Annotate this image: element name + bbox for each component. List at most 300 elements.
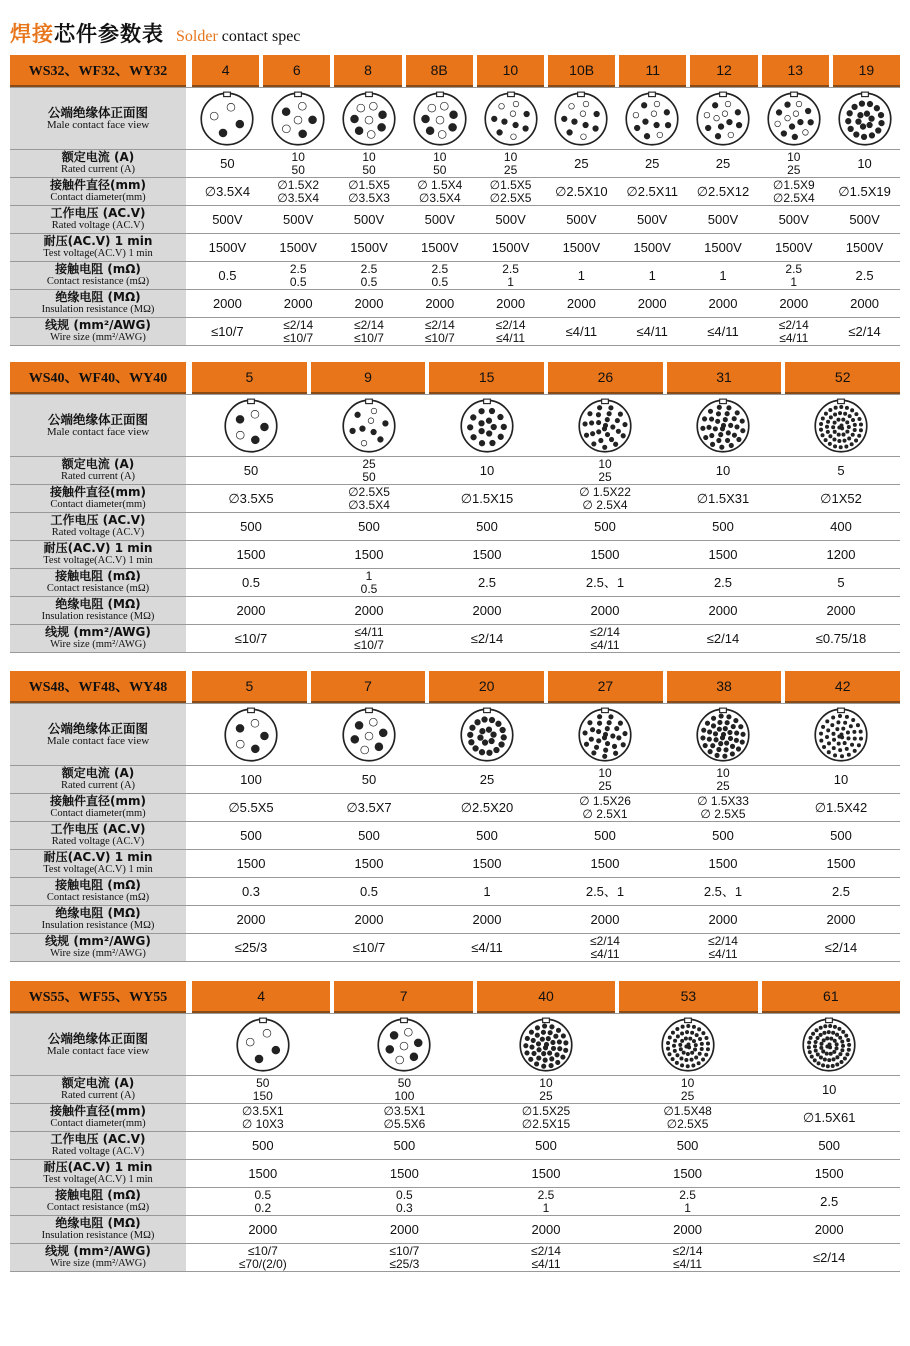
cell-value: 10 (433, 149, 447, 164)
cell-insulation (782, 597, 900, 624)
section-header (10, 362, 900, 394)
row-label (10, 766, 192, 793)
row-label-en: Rated voltage (AC.V) (51, 1146, 145, 1157)
spec-rows (10, 87, 900, 346)
row-label-en: Contact resistance (mΩ) (46, 892, 150, 903)
cell-value: ∅1.5X15 (460, 491, 514, 506)
section-header (10, 981, 900, 1013)
row-cells (192, 1160, 900, 1187)
cell-value: ∅2.5X10 (555, 184, 608, 199)
cell-wire (758, 1244, 900, 1271)
cell-value: 500 (676, 1138, 699, 1153)
row-cells (192, 766, 900, 793)
cell-resistance (546, 569, 664, 596)
row-label (10, 850, 192, 877)
cell-value: 1 (684, 1200, 691, 1215)
cell-current (617, 1076, 759, 1103)
cell-value: 1500 (248, 1166, 278, 1181)
cell-value: ∅ 1.5X22 (579, 484, 631, 499)
cell-wire (546, 934, 664, 961)
row-label-en: Test voltage(AC.V) 1 min (43, 248, 153, 259)
cell-diameter (428, 485, 546, 512)
row-insulation (10, 289, 900, 317)
cell-diameter (192, 178, 263, 205)
cell-current (758, 150, 829, 177)
cell-value: ∅5.5X5 (228, 800, 274, 815)
cell-value: 100 (394, 1088, 415, 1103)
cell-value: ∅ 1.5X33 (697, 793, 749, 808)
cell-value: 25 (574, 156, 589, 171)
row-current (10, 1075, 900, 1103)
cell-wire (758, 318, 829, 345)
cell-value: ≤25/3 (234, 940, 268, 955)
row-cells (192, 234, 900, 261)
cell-voltage (617, 1132, 759, 1159)
row-cells (192, 318, 900, 345)
cell-value: 2000 (826, 912, 856, 927)
cell-value: 500 (240, 828, 262, 843)
cell-test (428, 541, 546, 568)
cell-diameter (475, 1104, 617, 1131)
row-test (10, 540, 900, 568)
cell-value: ∅ 2.5X4 (582, 497, 628, 512)
spec-rows (10, 1013, 900, 1272)
cell-value: ≤0.75/18 (815, 631, 867, 646)
cell-face (475, 1014, 617, 1075)
cell-test (546, 541, 664, 568)
cell-value: 2000 (814, 1222, 844, 1237)
row-label-en: Rated voltage (AC.V) (51, 836, 145, 847)
cell-value: 25 (680, 1088, 695, 1103)
cell-value: 100 (240, 772, 262, 787)
cell-resistance (475, 262, 546, 289)
cell-value: 1500V (279, 240, 317, 255)
cell-value: 1500V (704, 240, 742, 255)
cell-value: 1 (365, 568, 373, 583)
row-cells (192, 485, 900, 512)
cell-value: 10 (598, 456, 612, 471)
cell-wire (310, 934, 428, 961)
pin-count-header: 13 (762, 55, 829, 87)
cell-value: 2000 (425, 296, 455, 311)
cell-test (334, 234, 405, 261)
cell-face (758, 1014, 900, 1075)
cell-value: ∅ 1.5X26 (579, 793, 631, 808)
cell-insulation (546, 906, 664, 933)
row-insulation (10, 596, 900, 624)
cell-value: 0.5 (431, 274, 449, 289)
cell-face (192, 704, 310, 765)
row-label-en: Contact resistance (mΩ) (46, 276, 150, 287)
cell-value: 2000 (708, 296, 738, 311)
row-label-en: Wire size (mm²/AWG) (50, 1258, 146, 1269)
row-diameter (10, 1103, 900, 1131)
cell-value: 500 (830, 828, 852, 843)
cell-voltage (475, 206, 546, 233)
cell-test (404, 234, 475, 261)
row-label (10, 206, 192, 233)
cell-value: 1500 (236, 547, 266, 562)
cell-test (310, 850, 428, 877)
row-diameter (10, 793, 900, 821)
cell-diameter (546, 485, 664, 512)
cell-value: ≤4/11 (707, 324, 739, 339)
cell-value: ∅2.5X11 (626, 184, 678, 199)
connector-face-icon (577, 707, 633, 763)
cell-value: 0.5 (360, 581, 378, 596)
cell-diameter (664, 794, 782, 821)
pin-count-columns (192, 362, 900, 394)
cell-voltage (263, 206, 334, 233)
cell-value: 1500 (814, 1166, 844, 1181)
cell-insulation (475, 1216, 617, 1243)
cell-value: 1500V (633, 240, 671, 255)
cell-value: 2000 (496, 296, 526, 311)
cell-value: 2000 (850, 296, 880, 311)
cell-value: 2000 (389, 1222, 419, 1237)
row-label-en: Wire size (mm²/AWG) (50, 332, 146, 343)
cell-value: 1500 (708, 856, 738, 871)
pin-count-header: 42 (785, 671, 900, 703)
row-cells (192, 1104, 900, 1131)
cell-value: 10 (715, 463, 731, 478)
row-label (10, 597, 192, 624)
cell-wire (475, 1244, 617, 1271)
row-label (10, 290, 192, 317)
cell-value: 2000 (637, 296, 667, 311)
cell-test (617, 234, 688, 261)
cell-diameter (192, 1104, 334, 1131)
cell-current (428, 457, 546, 484)
row-current (10, 149, 900, 177)
cell-value: 25 (644, 156, 660, 171)
cell-diameter (688, 178, 759, 205)
row-label-en: Wire size (mm²/AWG) (50, 948, 146, 959)
connector-face-icon (223, 707, 279, 763)
pin-count-header: 7 (334, 981, 472, 1013)
row-label-cn: 耐压(AC.V) 1 min (43, 541, 153, 555)
connector-face-icon (518, 1017, 574, 1073)
row-label-en: Test voltage(AC.V) 1 min (43, 555, 153, 566)
cell-value: ≤10/7 (352, 940, 386, 955)
cell-resistance (192, 569, 310, 596)
cell-face (664, 704, 782, 765)
cell-value: ∅3.5X5 (228, 491, 274, 506)
pin-count-header: 10 (477, 55, 544, 87)
row-wire (10, 624, 900, 652)
cell-face (263, 88, 334, 149)
cell-value: 2000 (354, 296, 384, 311)
row-label-cn: 绝缘电阻 (MΩ) (55, 1216, 141, 1230)
cell-current (310, 766, 428, 793)
row-label-cn: 接触电阻 (mΩ) (55, 262, 141, 276)
cell-value: ∅3.5X4 (204, 184, 251, 199)
cell-value: 2000 (708, 912, 738, 927)
connector-face-icon (459, 398, 515, 454)
cell-value: 10 (539, 1075, 553, 1090)
cell-value: 2.5 (820, 1194, 839, 1209)
row-label-en: Test voltage(AC.V) 1 min (43, 1174, 153, 1185)
row-label-cn: 线规 (mm²/AWG) (45, 934, 151, 948)
row-label-cn: 工作电压 (AC.V) (50, 822, 146, 836)
row-face (10, 87, 900, 149)
connector-face-icon (553, 91, 609, 147)
cell-value: 2.5 (679, 1187, 696, 1202)
cell-value: 500 (393, 1138, 416, 1153)
cell-value: 2000 (590, 912, 620, 927)
cell-resistance (428, 569, 546, 596)
cell-value: 1500 (590, 856, 620, 871)
cell-face (546, 395, 664, 456)
cell-face (664, 395, 782, 456)
cell-value: 500 (712, 519, 734, 534)
row-label-en: Wire size (mm²/AWG) (50, 639, 146, 650)
cell-voltage (546, 206, 617, 233)
row-label-cn: 线规 (mm²/AWG) (45, 318, 151, 332)
row-label (10, 150, 192, 177)
cell-value: 0.5 (289, 274, 307, 289)
cell-resistance (192, 878, 310, 905)
cell-value: 0.5 (396, 1187, 413, 1202)
row-cells (192, 1188, 900, 1215)
cell-value: 1 (577, 268, 585, 283)
cell-value: 1500 (826, 856, 856, 871)
cell-value: 2.5、1 (585, 884, 625, 899)
row-cells (192, 1132, 900, 1159)
cell-wire (664, 625, 782, 652)
connector-face-icon (341, 398, 397, 454)
row-voltage (10, 512, 900, 540)
title-en: Solder contact spec (176, 28, 301, 45)
cell-value: ≤10/7 (354, 637, 384, 652)
row-label (10, 822, 192, 849)
row-label-cn: 耐压(AC.V) 1 min (43, 234, 153, 248)
cell-value: ≤4/11 (673, 1256, 703, 1271)
cell-value: 2000 (354, 912, 384, 927)
row-label-cn: 公端绝缘体正面图 (47, 721, 148, 736)
cell-value: 50 (291, 162, 305, 177)
row-resistance (10, 1187, 900, 1215)
series-label: WS48、WF48、WY48 (10, 671, 186, 703)
cell-insulation (617, 1216, 759, 1243)
pin-count-header: 40 (477, 981, 615, 1013)
cell-voltage (334, 1132, 476, 1159)
cell-face (428, 704, 546, 765)
cell-value: 2.5 (502, 261, 519, 276)
row-diameter (10, 177, 900, 205)
cell-value: ∅3.5X3 (348, 190, 390, 205)
cell-wire (617, 1244, 759, 1271)
cell-insulation (192, 1216, 334, 1243)
row-label-cn: 接触电阻 (mΩ) (55, 569, 141, 583)
cell-value: 50 (433, 162, 447, 177)
cell-value: 50 (220, 156, 235, 171)
cell-current (782, 457, 900, 484)
row-label-en: Contact resistance (mΩ) (46, 583, 150, 594)
cell-diameter (664, 485, 782, 512)
row-label (10, 1188, 192, 1215)
cell-value: 2000 (531, 1222, 561, 1237)
cell-current (664, 766, 782, 793)
cell-value: ∅3.5X4 (277, 190, 320, 205)
cell-resistance (617, 1188, 759, 1215)
cell-value: ∅3.5X1 (383, 1103, 426, 1118)
cell-current (192, 150, 263, 177)
cell-voltage (782, 822, 900, 849)
row-voltage (10, 821, 900, 849)
cell-diameter (192, 485, 310, 512)
row-test (10, 849, 900, 877)
cell-insulation (263, 290, 334, 317)
cell-value: ∅2.5X5 (348, 484, 390, 499)
cell-current (334, 1076, 476, 1103)
row-label (10, 906, 192, 933)
row-label-en: Insulation resistance (MΩ) (41, 920, 155, 931)
cell-insulation (758, 290, 829, 317)
pin-count-header: 52 (785, 362, 900, 394)
cell-insulation (310, 906, 428, 933)
pin-count-header: 4 (192, 55, 259, 87)
pin-count-header: 11 (619, 55, 686, 87)
cell-value: ∅3.5X4 (348, 497, 390, 512)
cell-value: ∅2.5X15 (521, 1116, 571, 1131)
cell-value: ≤2/14 (470, 631, 504, 646)
row-cells (192, 513, 900, 540)
row-cells (192, 704, 900, 765)
cell-resistance (758, 262, 829, 289)
cell-value: 50 (361, 772, 377, 787)
row-cells (192, 88, 900, 149)
spec-section (10, 362, 900, 653)
row-cells (192, 597, 900, 624)
cell-value: 500 (358, 828, 380, 843)
cell-diameter (617, 178, 688, 205)
cell-value: ∅1.5X9 (772, 177, 815, 192)
cell-value: 1500V (562, 240, 601, 255)
cell-wire (310, 625, 428, 652)
cell-value: 1500 (354, 547, 384, 562)
cell-value: 1 (648, 268, 656, 283)
cell-insulation (192, 597, 310, 624)
cell-test (782, 850, 900, 877)
cell-value: 50 (256, 1075, 270, 1090)
cell-value: 1500 (472, 856, 502, 871)
connector-face-icon (270, 91, 326, 147)
cell-value: ≤2/14 (590, 624, 620, 639)
cell-test (263, 234, 334, 261)
cell-voltage (192, 206, 263, 233)
cell-value: ≤4/11 (565, 324, 598, 339)
row-label-en: Rated current (A) (60, 1090, 136, 1101)
cell-value: ≤4/11 (779, 330, 809, 345)
cell-value: 1 (483, 884, 491, 899)
cell-insulation (758, 1216, 900, 1243)
row-label-cn: 接触件直径(mm) (50, 794, 146, 808)
cell-value: ∅2.5X4 (772, 190, 815, 205)
row-face (10, 703, 900, 765)
cell-value: 500 (818, 1138, 841, 1153)
row-insulation (10, 905, 900, 933)
cell-resistance (192, 262, 263, 289)
row-voltage (10, 1131, 900, 1159)
cell-value: 500 (535, 1138, 557, 1153)
cell-face (334, 1014, 476, 1075)
row-label-cn: 耐压(AC.V) 1 min (43, 850, 153, 864)
cell-resistance (192, 1188, 334, 1215)
cell-insulation (334, 1216, 476, 1243)
cell-value: 2.5 (289, 261, 307, 276)
cell-value: ≤2/14 (848, 324, 881, 339)
cell-resistance (782, 878, 900, 905)
cell-value: 1500V (491, 240, 530, 255)
cell-value: 500V (778, 212, 809, 227)
pin-count-header: 4 (192, 981, 330, 1013)
cell-value: ∅2.5X12 (696, 184, 750, 199)
cell-value: 500V (849, 212, 880, 227)
cell-value: 500 (594, 519, 616, 534)
cell-resistance (428, 878, 546, 905)
cell-diameter (310, 794, 428, 821)
pin-count-header: 8 (334, 55, 401, 87)
cell-value: 500V (353, 212, 385, 227)
cell-test (829, 234, 900, 261)
cell-value: ≤10/7 (283, 330, 314, 345)
cell-value: 1500 (708, 547, 738, 562)
cell-value: ∅ 1.5X4 (417, 177, 463, 192)
cell-face (192, 1014, 334, 1075)
cell-value: 500V (283, 212, 314, 227)
pin-count-columns (192, 55, 900, 87)
cell-value: 2000 (236, 912, 266, 927)
cell-current (475, 1076, 617, 1103)
row-label-cn: 线规 (mm²/AWG) (45, 1244, 151, 1258)
connector-face-icon (223, 398, 279, 454)
row-label-cn: 额定电流 (A) (61, 150, 135, 164)
cell-face (782, 704, 900, 765)
cell-value: 0.5 (241, 575, 261, 590)
cell-diameter (758, 1104, 900, 1131)
row-face (10, 1013, 900, 1075)
cell-value: ∅2.5X20 (460, 800, 514, 815)
cell-current (617, 150, 688, 177)
row-resistance (10, 261, 900, 289)
pin-count-header: 12 (690, 55, 757, 87)
cell-value: 1500V (420, 240, 459, 255)
cell-current (263, 150, 334, 177)
cell-value: 10 (362, 149, 376, 164)
cell-test (310, 541, 428, 568)
cell-value: 2000 (236, 603, 266, 618)
connector-face-icon (341, 91, 397, 147)
row-label (10, 1132, 192, 1159)
cell-value: ≤4/11 (708, 946, 738, 961)
cell-test (334, 1160, 476, 1187)
cell-face (829, 88, 900, 149)
cell-insulation (192, 290, 263, 317)
cell-value: ≤2/14 (531, 1243, 561, 1258)
cell-value: 2.5 (477, 575, 497, 590)
cell-face (192, 88, 263, 149)
connector-face-icon (577, 398, 633, 454)
cell-resistance (310, 569, 428, 596)
cell-face (475, 88, 546, 149)
cell-value: 0.5 (360, 274, 378, 289)
cell-value: 5 (837, 463, 845, 478)
cell-value: ∅ 2.5X1 (582, 806, 628, 821)
cell-value: 500V (636, 212, 668, 227)
cell-voltage (546, 513, 664, 540)
cell-wire (782, 934, 900, 961)
